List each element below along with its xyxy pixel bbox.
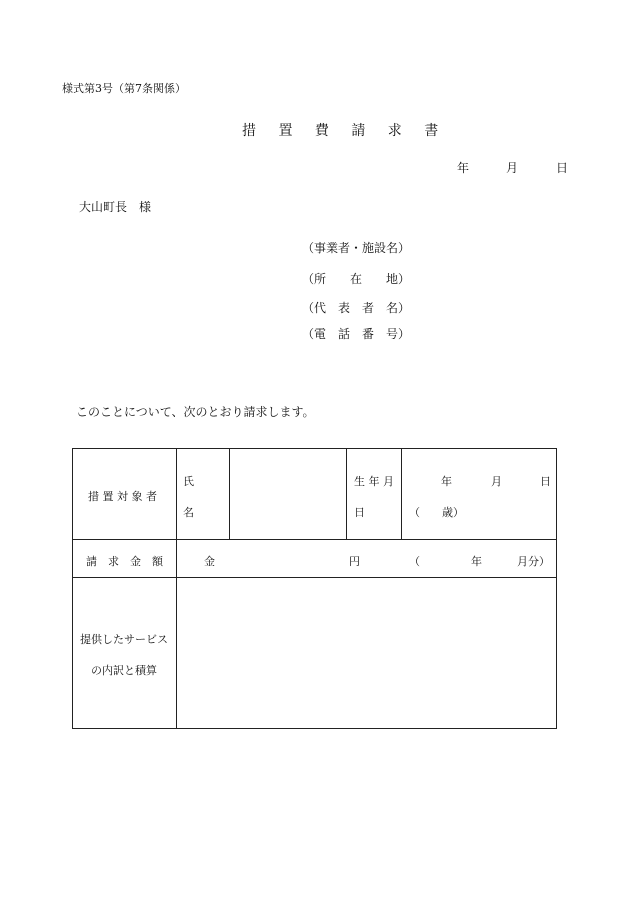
name-value-field[interactable] — [231, 451, 343, 537]
request-statement: このことについて、次のとおり請求します。 — [76, 405, 315, 419]
table-divider-label-col — [176, 449, 177, 728]
table-divider-row1 — [73, 539, 556, 540]
period-month-label: 月分） — [517, 555, 550, 568]
name-label-first: 氏 — [183, 475, 194, 488]
table-divider-row2 — [73, 577, 556, 578]
applicant-address-label: （所 在 地） — [302, 272, 411, 286]
table-divider-name-label — [229, 449, 230, 539]
birth-year-label: 年 — [441, 475, 452, 488]
amount-unit: 円 — [349, 555, 360, 568]
period-open: （ — [409, 555, 420, 568]
name-label-second: 名 — [183, 506, 194, 519]
birth-day-label: 日 — [540, 475, 551, 488]
applicant-representative-label: （代 表 者 名） — [302, 301, 411, 315]
birth-label-first: 生 年 月 — [354, 475, 394, 488]
applicant-phone-label: （電 話 番 号） — [302, 327, 411, 341]
birth-month-label: 月 — [491, 475, 502, 488]
amount-label: 請 求 金 額 — [86, 555, 163, 568]
date-day-label: 日 — [556, 161, 569, 175]
amount-prefix: 金 — [204, 555, 215, 568]
period-year-label: 年 — [471, 555, 482, 568]
service-detail-field[interactable] — [179, 580, 553, 725]
table-divider-name-value — [346, 449, 347, 539]
form-number: 様式第3号（第7条関係） — [62, 82, 186, 95]
request-table — [72, 448, 557, 729]
target-person-label: 措 置 対 象 者 — [88, 490, 157, 503]
date-month-label: 月 — [506, 161, 519, 175]
service-label-first: 提供したサービス — [80, 633, 168, 646]
service-label-second: の内訳と積算 — [91, 664, 157, 677]
addressee: 大山町長 様 — [79, 200, 152, 214]
birth-label-second: 日 — [354, 506, 365, 519]
document-title: 措 置 費 請 求 書 — [242, 123, 448, 139]
date-year-label: 年 — [457, 161, 470, 175]
table-divider-birth-label — [401, 449, 402, 539]
age-label: （ 歳） — [409, 506, 464, 519]
applicant-business-name-label: （事業者・施設名） — [302, 241, 411, 255]
